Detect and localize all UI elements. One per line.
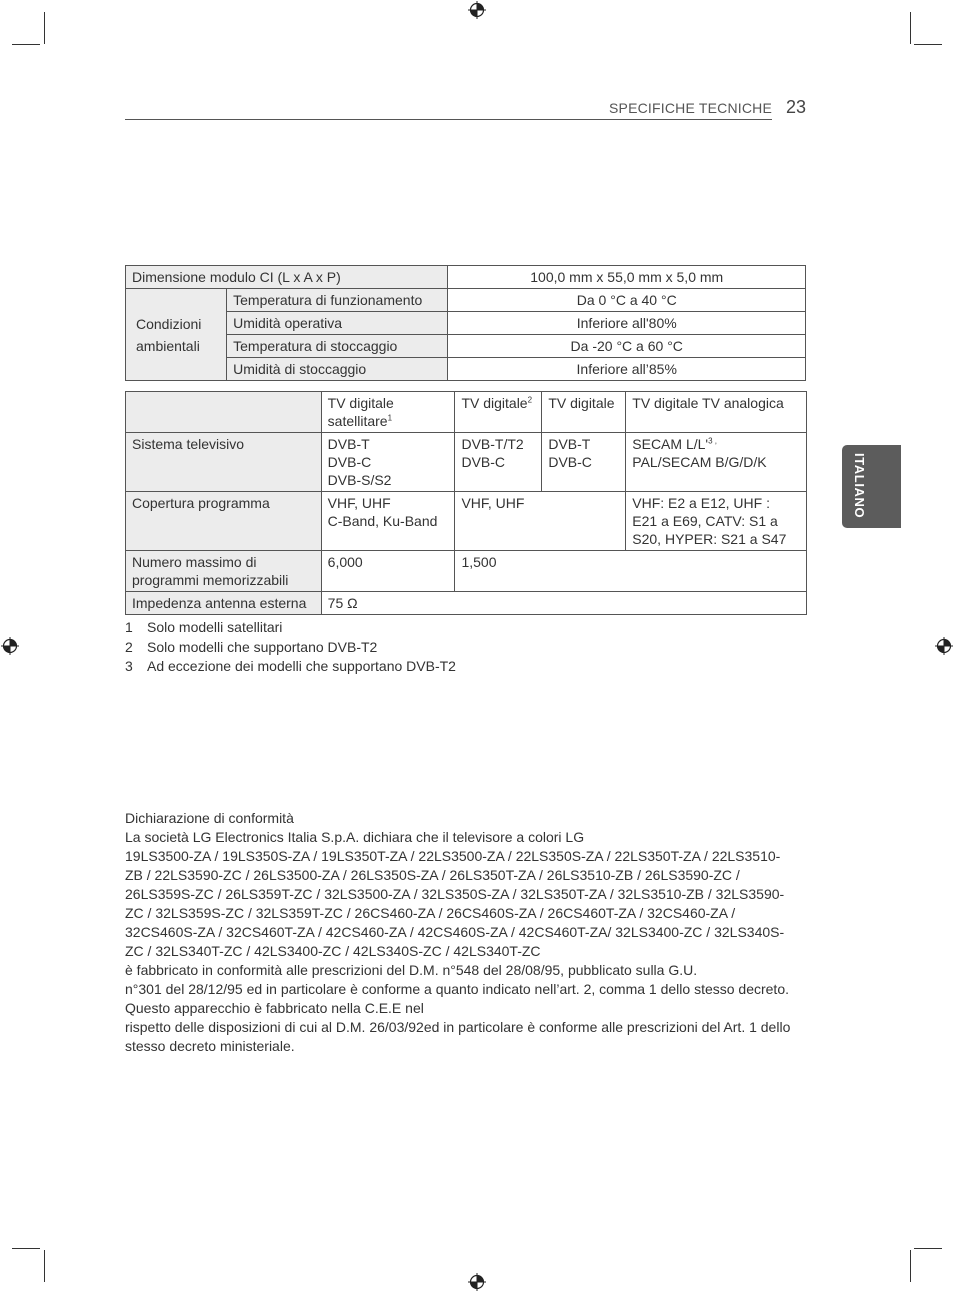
- table-cell-value: [542, 433, 626, 492]
- declaration-line: stesso decreto ministeriale.: [125, 1038, 295, 1054]
- header-text: satellitare: [327, 413, 388, 429]
- ci-module-table: [125, 265, 806, 381]
- registration-mark-icon: [935, 637, 953, 655]
- declaration-of-conformity: [125, 809, 813, 1056]
- declaration-line: 32CS460S-ZA / 32CS460T-ZA / 42CS460-ZA / 42CS460S-ZA / 42CS460T-ZA/ 32LS3400-ZC / 32LS340S-: [125, 924, 785, 940]
- crop-mark: [44, 1250, 45, 1282]
- crop-mark: [910, 1250, 911, 1282]
- table-row: [126, 358, 806, 381]
- label-line: Numero massimo di: [132, 554, 257, 570]
- label-line: programmi memorizzabili: [132, 572, 289, 588]
- value-line: DVB-T: [327, 436, 370, 452]
- table-cell-value: VHF, UHF: [455, 492, 626, 551]
- header-divider: [125, 119, 772, 120]
- table-cell-label: Copertura programma: [126, 492, 322, 551]
- table-header-cell: [126, 392, 322, 433]
- registration-mark-icon: [468, 1273, 486, 1291]
- declaration-line: ZB / 22LS3590-ZC / 26LS3500-ZA / 26LS350S-ZA / 26LS350T-ZA / 26LS3510-ZB / 26LS3590-ZC /: [125, 867, 740, 883]
- declaration-line: rispetto delle disposizioni di cui al D.M. 26/03/92ed in particolare è conforme alle prescrizioni del Art. 1 dello: [125, 1019, 791, 1035]
- footnote-number: 3: [125, 658, 133, 674]
- crop-mark: [12, 44, 40, 45]
- value-text: SECAM L/L': [632, 436, 709, 452]
- value-line: DVB-T: [548, 436, 591, 452]
- crop-mark: [914, 1248, 942, 1249]
- table-row: [126, 433, 807, 492]
- table-header-row: [126, 392, 807, 433]
- registration-mark-icon: [468, 1, 486, 19]
- header-text: TV digitale: [461, 395, 528, 411]
- table-cell-value: [455, 433, 542, 492]
- declaration-line: Dichiarazione di conformità: [125, 810, 294, 826]
- value-line: DVB-C: [548, 454, 592, 470]
- table-header-cell: TV digitale TV analogica: [626, 392, 807, 433]
- footnote-ref: 2: [527, 395, 533, 405]
- table-header-cell: [321, 392, 455, 433]
- footnote-text: Solo modelli che supportano DVB-T2: [147, 638, 378, 655]
- crop-mark: [914, 44, 942, 45]
- table-cell-value: Inferiore all’85%: [448, 358, 806, 381]
- declaration-line: 19LS3500-ZA / 19LS350S-ZA / 19LS350T-ZA / 22LS3500-ZA / 22LS350S-ZA / 22LS350T-ZA / 22LS3510-: [125, 848, 781, 864]
- table-cell-value: [321, 492, 455, 551]
- table-row: [126, 266, 806, 289]
- declaration-line: è fabbricato in conformità alle prescrizioni del D.M. n°548 del 28/08/95, pubblicato sulla G.U.: [125, 962, 698, 978]
- value-line: PAL/SECAM B/G/D/K: [632, 454, 767, 470]
- value-line: VHF, UHF: [327, 495, 391, 511]
- value-line: C-Band, Ku-Band: [327, 513, 438, 529]
- table-cell-value: 75 Ω: [321, 592, 806, 615]
- value-line: S20, HYPER: S21 a S47: [632, 531, 787, 547]
- header-text: [328, 412, 449, 430]
- table-cell-value: Da 0 °C a 40 °C: [448, 289, 806, 312]
- table-cell-label: [126, 551, 322, 592]
- crop-mark: [44, 12, 45, 44]
- table-header-cell: [455, 392, 542, 433]
- conditions-label-line: Condizioni: [136, 315, 202, 332]
- section-title: SPECIFICHE TECNICHE: [609, 100, 773, 116]
- table-cell-value: [626, 433, 807, 492]
- footnote-ref: 3 ,: [708, 436, 717, 446]
- value-line: [632, 435, 800, 453]
- declaration-line: ZC / 32LS359S-ZC / 32LS359T-ZC / 26CS460-ZA / 26CS460S-ZA / 26CS460T-ZA / 32CS460-ZA /: [125, 905, 736, 921]
- declaration-line: 26LS359S-ZC / 26LS359T-ZC / 32LS3500-ZA / 32LS350S-ZA / 32LS350T-ZA / 32LS3510-ZB / 32LS3590-: [125, 886, 785, 902]
- table-cell-label: Temperatura di funzionamento: [227, 289, 448, 312]
- declaration-line: Questo apparecchio è fabbricato nella C.E.E nel: [125, 1000, 424, 1016]
- footnote-number: 1: [125, 619, 133, 635]
- value-line: DVB-C: [461, 454, 506, 470]
- table-cell-label: Dimensione modulo CI (L x A x P): [126, 266, 448, 289]
- table-cell-value: 100,0 mm x 55,0 mm x 5,0 mm: [448, 266, 806, 289]
- page-number: 23: [786, 97, 807, 117]
- crop-mark: [12, 1248, 40, 1249]
- table-cell-label: Impedenza antenna esterna: [126, 592, 322, 615]
- table-cell-value: 6,000: [321, 551, 455, 592]
- declaration-line: ZC / 32LS340T-ZC / 42LS3400-ZC / 42LS340S-ZC / 42LS340T-ZC: [125, 943, 541, 959]
- registration-mark-icon: [1, 637, 19, 655]
- table-row: [126, 551, 807, 592]
- header-text: TV digitale: [327, 395, 394, 411]
- table-header-cell: TV digitale: [542, 392, 626, 433]
- declaration-line: n°301 del 28/12/95 ed in particolare è conforme a quanto indicato nell’art. 2, comma 1 dello stesso decreto.: [125, 981, 790, 997]
- table-row: [126, 289, 806, 312]
- table-cell-value: [321, 433, 455, 492]
- table-cell-label: Umidità operativa: [227, 312, 448, 335]
- declaration-line: La società LG Electronics Italia S.p.A. dichiara che il televisore a colori LG: [125, 829, 585, 845]
- value-line: DVB-C: [327, 454, 372, 470]
- table-cell-value: Inferiore all'80%: [448, 312, 806, 335]
- value-line: E21 a E69, CATV: S1 a: [632, 513, 778, 529]
- table-cell-label: Sistema televisivo: [126, 433, 322, 492]
- tv-system-table: [125, 391, 807, 615]
- footnote-list: [125, 618, 456, 677]
- table-row: [126, 592, 807, 615]
- value-line: DVB-T/T2: [461, 436, 524, 452]
- footnote-item: [125, 618, 456, 638]
- footnote-item: [125, 657, 456, 677]
- footnote-text: Ad eccezione dei modelli che supportano DVB-T2: [147, 658, 456, 674]
- table-cell-value: [626, 492, 807, 551]
- table-cell-label: Temperatura di stoccaggio: [227, 335, 448, 358]
- crop-mark: [910, 12, 911, 44]
- language-tab-label: ITALIANO: [852, 453, 867, 519]
- conditions-label-line: ambientali: [136, 337, 200, 354]
- value-line: DVB-S/S2: [327, 472, 392, 488]
- table-row: [126, 312, 806, 335]
- table-cell-value: 1,500: [455, 551, 807, 592]
- footnote-number: 2: [125, 638, 133, 655]
- table-cell-value: Da -20 °C a 60 °C: [448, 335, 806, 358]
- table-row: [126, 335, 806, 358]
- footnote-item: [125, 638, 456, 658]
- footnote-ref: 1: [387, 413, 393, 423]
- conditions-label: [126, 289, 227, 381]
- table-cell-label: Umidità di stoccaggio: [227, 358, 448, 381]
- value-line: VHF: E2 a E12, UHF :: [632, 495, 770, 511]
- table-row: [126, 492, 807, 551]
- language-tab: [842, 445, 901, 528]
- footnote-text: Solo modelli satellitari: [147, 619, 283, 635]
